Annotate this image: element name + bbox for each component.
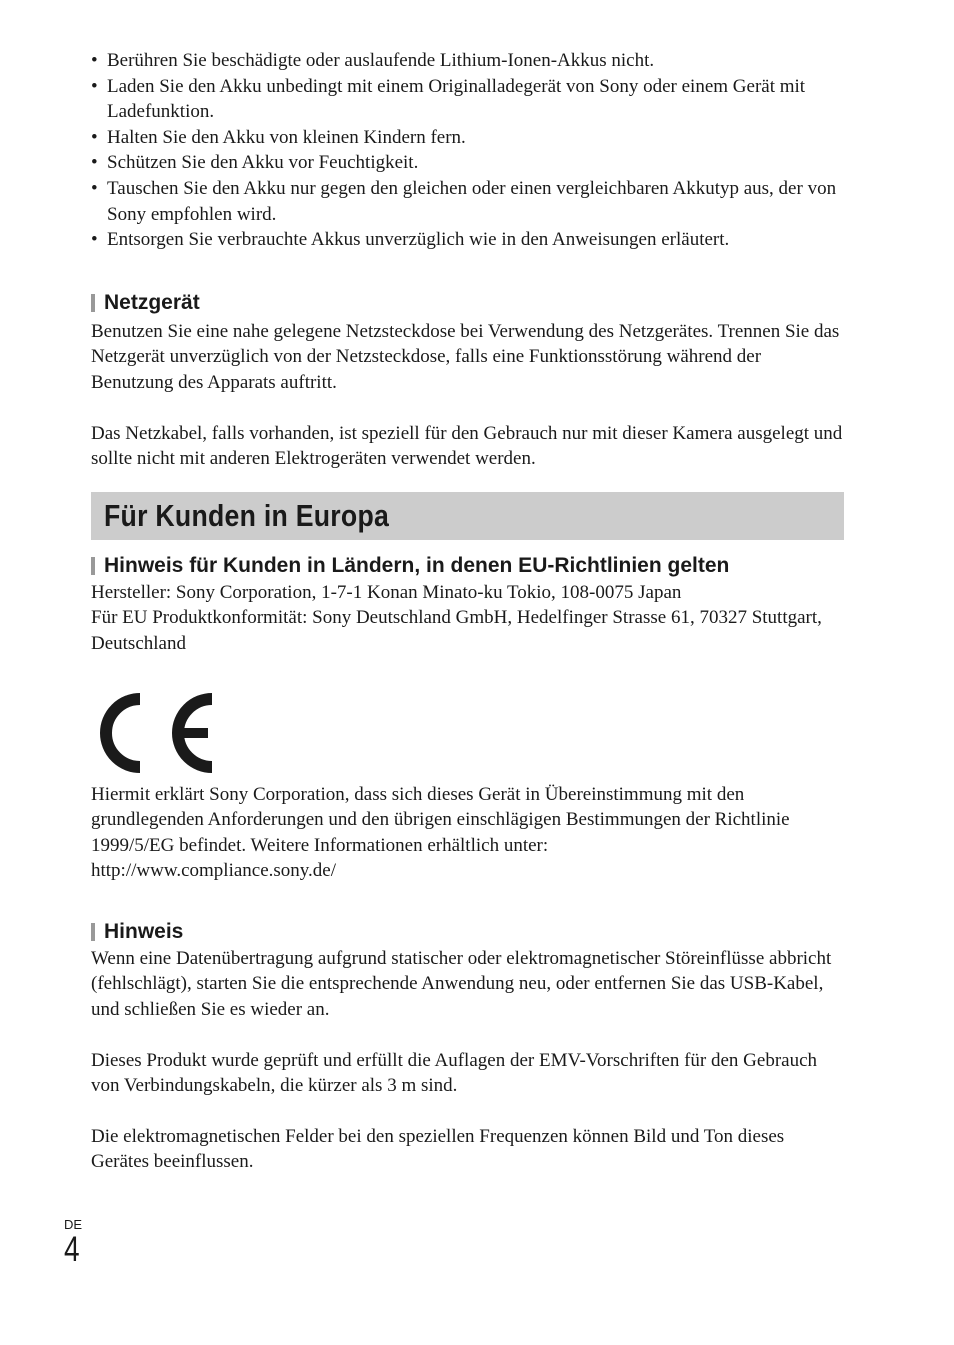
hinweis-paragraph-3: Die elektromagnetischen Felder bei den speziellen Frequenzen können Bild und Ton dieses Gerätes beeinflussen. bbox=[91, 1125, 785, 1173]
battery-bullet-list bbox=[91, 48, 844, 253]
page-number: 4 bbox=[64, 1230, 80, 1269]
bullet-icon: • bbox=[91, 50, 98, 71]
netzgeraet-heading: Netzgerät bbox=[91, 290, 844, 316]
declaration-paragraph: Hiermit erklärt Sony Corporation, dass sich dieses Gerät in Übereinstimmung mit den grundlegenden Anforderungen und den übrigen einschlägigen Bestimmungen der Richtlinie 1999/5/EG befindet. Weitere Informationen erhältlich unter: bbox=[91, 783, 790, 856]
list-item: • Halten Sie den Akku von kleinen Kindern fern. bbox=[91, 125, 844, 151]
heading-bar-icon bbox=[91, 923, 95, 941]
document-page bbox=[91, 48, 844, 1175]
bullet-icon: • bbox=[91, 177, 98, 199]
eu-conformity-line: Für EU Produktkonformität: Sony Deutschland GmbH, Hedelfinger Strasse 61, 70327 Stuttgart, Deutschland bbox=[91, 607, 822, 654]
hinweis-heading: Hinweis bbox=[91, 919, 844, 945]
bullet-icon: • bbox=[91, 229, 98, 251]
bullet-icon: • bbox=[91, 152, 98, 174]
list-item: • Tauschen Sie den Akku nur gegen den gleichen oder einen vergleichbaren Akkutyp aus, der von Sony empfohlen wird. bbox=[91, 177, 837, 225]
hinweis-paragraph-1: Wenn eine Datenübertragung aufgrund statischer oder elektromagnetischer Störeinflüsse abbricht (fehlschlägt), starten Sie die entsprechende Anwendung neu, oder entfernen Sie das USB-Kabel, und schließen Sie es wieder an. bbox=[91, 947, 832, 1021]
eu-heading: Hinweis für Kunden in Ländern, in denen EU-Richtlinien gelten bbox=[91, 553, 844, 579]
netzgeraet-paragraph-2: Das Netzkabel, falls vorhanden, ist speziell für den Gebrauch nur mit dieser Kamera ausgelegt und sollte nicht mit anderen Elektrogeräten verwendet werden. bbox=[91, 422, 843, 470]
heading-bar-icon bbox=[91, 557, 95, 575]
list-item: • Laden Sie den Akku unbedingt mit einem Originalladegerät von Sony oder einem Gerät mit Ladefunktion. bbox=[91, 75, 806, 123]
section-title: Für Kunden in Europa bbox=[104, 497, 390, 533]
list-item: • Berühren Sie beschädigte oder auslaufende Lithium-Ionen-Akkus nicht. bbox=[91, 48, 844, 74]
list-item: • Schützen Sie den Akku vor Feuchtigkeit. bbox=[91, 150, 844, 176]
language-code: DE bbox=[64, 1217, 83, 1232]
bullet-icon: • bbox=[91, 126, 98, 148]
list-item: • Entsorgen Sie verbrauchte Akkus unverzüglich wie in den Anweisungen erläutert. bbox=[91, 227, 844, 253]
ce-mark-icon bbox=[100, 691, 216, 775]
manufacturer-line: Hersteller: Sony Corporation, 1-7-1 Konan Minato-ku Tokio, 108-0075 Japan bbox=[91, 581, 682, 603]
netzgeraet-paragraph-1: Benutzen Sie eine nahe gelegene Netzsteckdose bei Verwendung des Netzgerätes. Trennen Sie das Netzgerät unverzüglich von der Netzsteckdose, falls eine Funktionsstörung während der Benutzung des Apparats auftritt. bbox=[91, 320, 840, 393]
bullet-icon: • bbox=[91, 75, 98, 97]
hinweis-paragraph-2: Dieses Produkt wurde geprüft und erfüllt die Auflagen der EMV-Vorschriften für den Gebrauch von Verbindungskabeln, die kürzer als 3 m sind. bbox=[91, 1049, 818, 1097]
page-footer bbox=[64, 1218, 83, 1268]
compliance-url: http://www.compliance.sony.de/ bbox=[91, 860, 337, 882]
section-title-band bbox=[91, 492, 844, 540]
heading-bar-icon bbox=[91, 294, 95, 312]
